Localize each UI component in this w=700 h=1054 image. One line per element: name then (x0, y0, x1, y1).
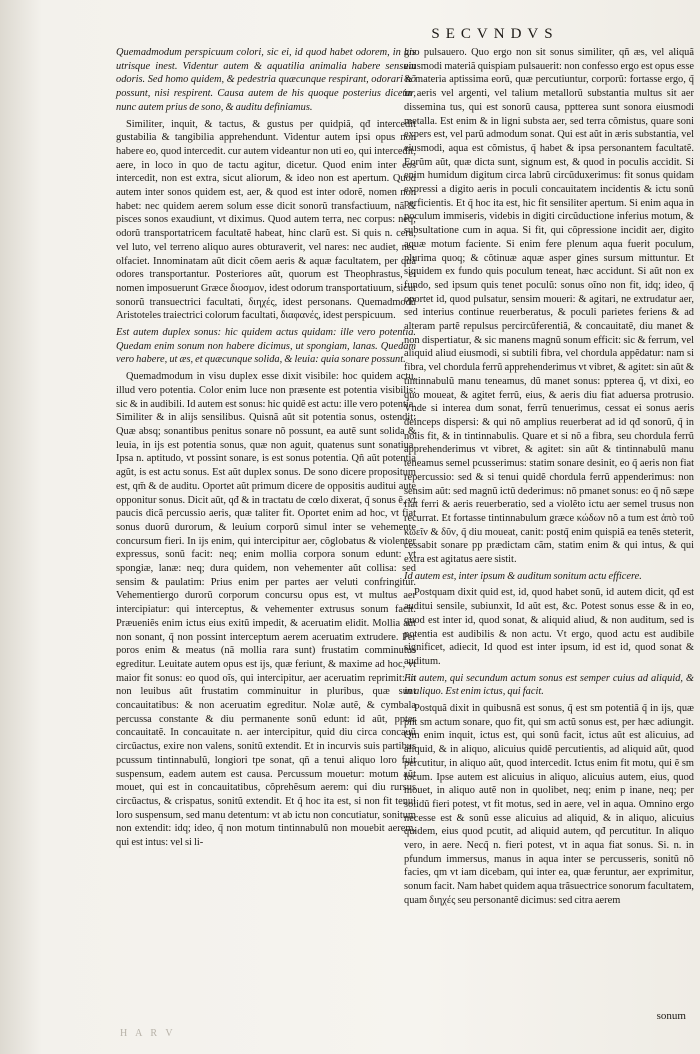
paragraph: Quemadmodum in visu duplex esse dixit visibile: hoc quidem actu, illud vero potentia. Color enim luce non præsente est potentia visibilis: sic & in audibili. Id autem est sonus: hic quidẽ est actu: ille vero potentia. Similiter & in alijs sensilibus. Quisnã aũt sit potentia sonus, ostendit: Quæ absq; sonantibus penitus sonare nõ possunt, ea autẽ sunt solida & leuia, in ijs est potentia sonus, quæ non aguit, quatenus sunt sonatiua. Ipsa n. aptitudo, vt possint sonare, is est sonus potentia. Qñ aũt potentia agũt, is est actu sonus. Est aũt duplex sonus. De sono dicere propositum est, qm̃ & de auditu. Oportet aũt primum dicere de oppositis auditui aute opponitur sonus. Dicit aũt, qđ & in tractatu de cœlo dixerat, q̃ sonus ẽ, vt paucis dicã percussio aeris, quæ taliter fit. Oportet enim ad hoc, vt fiat sonus duorũ durorum, & leuium corporũ simul inter se vehemente concursum fieri. In ijs enim, qui intercipitur aer, cõglobatus & violenter expressus, sonũ facit: neq; enim mollia corpora sonum edunt: vt spongiæ, lanæ: neq; dura quidem, non vehementer aũt collisa: sed sensim & paulatim: Prius enim per partes aer veluti confringitur. Vehementiergo durorũ corporum concursu opus est, vt multus aer intercipiatur: qui interceptus, & vehementer extrusus sonum facit. Præueniẽs enim ictus eius exitũ impedit, & aceruatim elidit. Mollia aũt non sonant, q̃ non possint interceptum aerem aceruatim extrudere. Per poros enim & meatus (nã mollia rara sunt) frustatim comminutus egreditur. Leuitate autem opus est ijs, quæ feriunt, & maxime ad hoc, vt maior fit sonus: eo quod oĩs, qui intercipitur, aer aceruatim reprimit: in non leuibus aũt frustatim comminuitur in pluribus, quæ sunt concauitatibus: & non aceruatim egreditur. Nolæ autẽ, & cymbala percussa constante & diu permanente sonũ edunt: id aũt, ppter concauitatẽ. In concauitate n. aer intercipitur, quid diu circa concauũ circũactus, exire non valens, sonitũ extendit. Et in incurvis suis partibus pcussum tintinnabulũ, longiori tpe sonat, qñ a tenui aliquo loro fuit suspensum, eadem autem est causa. Percussum mouetur: motum aũt mouet, qui est in concauitatibus, cõprehẽsum aerem: qui diu rursus circũactus, & crispatus, sonitũ extendit. Et q̃ hoc ita est, si non fit tenui loro suspensum, sed manu detentum: vt ab ictu non concutiatur, sonitum non extendit: idq; ideo, q̃ non motum tintinnabulũ non mouebit aerem, qui est intus: vel si li- (116, 371, 416, 849)
running-header: SECVNDVS (431, 26, 559, 42)
paragraph: Fit autem, qui secundum actum sonus est semper cuius ad aliquid, & in aliquo. Est enim ictus, qui facit. (404, 672, 694, 698)
paragraph: Est autem duplex sonus: hic quidem actus quidam: ille vero potentia. Quedam enim sonum non habere dicimus, ut spongiam, lanas. Quedam vero habere, ut æs, et quæcunque solida, & leuia: quia sonare possunt. (116, 327, 416, 366)
paragraph: gno pulsauero. Quo ergo non sit sonus similiter, qñ æs, vel aliquã eiusmodi materiã quispiam pulsauerit: non confesso ergo est opus esse & materia aptissima eorũ, quæ percutiuntur, corporũ: fortasse ergo, q̃ in aeris vel argenti, vel talium metallorũ substantia multus sit aer dissemina tus, qui est sonorũ causa, pptterea sunt sonora eiusmodi metalla. Est enim & in ligni substa aer, sed terra cõmistus, quare soni expers est, vel parũ admodum sonat. Qui est aũt in æris substantia, vel eiusmodi, aqua est cõmistus, q̃ habet & ipsa personantem facultatẽ. Eorũm aũt, quæ dicta sunt, signum est, & quod in poculis accidit. Si enim humidum digitum circa labrũ circũduxerimus: fit sonus quidam expressi a digito aeris in poculi concauitatem incidentis & ictu sonũ perficientis. Et q̃ hoc ita est, hic fit sensiliter apertum. Si enim aqua in poculum immiseris, videbis in digiti circũductione inferius motum, & subsultatione cum in aqua. Si fit, qui cõpressione incidit aer, digito aquæ motum faciente. Si enim fere plenum aqua fuerit poculum, plurima quoq; & cõtinuæ aquæ asper gines sursum mittuntur. Et siquidem ex fundo quis poculum teneat, hæc accidunt. Si aũt non ex fundo, sed ipsum quis tenet poculũ: sonus oĩno non fit, idq; ideo, q̃ oportet id, quod pulsatur, sensim moueri: & agitari, ne extrudatur aer, sed interius continue reuerberatus, & poculi parietes feriens & ad alteram partẽ repulsus percircũferentiã, & concauitatẽ, diu manet & non dispertiatur, & sic manens magnũ sonum efficit: sic & ferrum, vel aliquid aliud eiusmodi, si subtili fibra, vel chordula appẽdatur: nam si fibra, vel chordula ferrũ apprehenderimus vt vibret, & agitet: sin aũt & tintinnabulũ manu teneamus, dũ manet sonus: ppterea q̃, vt dixi, eo quo moueat, & agitet ferrũ, eius, & aeris diu fiat aduersa protrusio. Vnde si interea dum sonat, ferrũ tenuerimus, cessat ei sonus aeris deinceps dispersi: & qui nõ amplius reuerberat ad id qđ sonorũ, q̃ in nolis fit, & in tintinnabulis. Quare et si nõ a fibra, seu chordula ferrũ apprehenderimus vt vibret, & agitet: sin aũt & tintinnabulũ manu teneamus semel pcusserimus: statim sonare desinit, eo q̃ aeris non fiat repercussio: sed & si tenui quidẽ chordula ferrũ appenderimus: non sensim aũt: sed magnũ ictũ dederimus: nõ pmanet sonus: eo q̃ nõ sæpe fiat ferri & aeris reuerberatio, sed a violẽto ictu aer semel trusus non recurrat. Et fortasse tintinnabulum græce κώδων nõ a tum est ἀπὸ τοῦ κωεῖν & δῦν, q̃ diu moueat, canit: postq̃ enim quispiã ea tenẽs steterit, cessabit sonare pp prædictam cãm, statim enim & qui intus, & qui extra est agitatus aere sistit. (404, 47, 694, 566)
paragraph: Id autem est, inter ipsum & auditum sonitum actu efficere. (404, 570, 642, 582)
paragraph: Postquam dixit quid est, id, quod habet sonũ, id autem dicit, qđ est auditui sensile, subiunxit, Id aũt est, &c. Potest sonus esse & in eo, quod est inter id, quod sonat, & aliquid aliud, & non auditum, sed is potentia est audibilis & non actu. Vt ergo, quod actu est audibile significet, adiecit, Id quod est inter ipsum, id est id, quod sonat & auditum. (404, 587, 694, 667)
catchword: sonum (656, 1010, 686, 1022)
right-column (404, 46, 694, 911)
paragraph: Quemadmodum perspicuum colori, sic ei, id quod habet odorem, in his utrisque inest. Videntur autem & aquatilia animalia habere sensum odoris. Sed homo quidem, & pedestria quæcunque respirant, odorari nõ possunt, nisi respirent. Causa autem de his quoque posterius dicetur, nunc autem prius de sono, & auditu definiamus. (116, 47, 416, 113)
paragraph: Similiter, inquit, & tactus, & gustus per quidpiã, qđ intercedit gustabilia & tangibilia apprehendunt. Videntur autem ipsi opus non habere eo, quod intercedit. cur autem videantur non uti eo, qui intercedit, aere, in loco in quo de tactu agitur, dicetur. Quod enim inter eos intercedit, non est extra, sicut aliorum, & ideo non est apertum. Quod autem inter sonos quidem est, aer, & quod est inter odorẽ, nomen non habet: nec quidem aerem solum esse dicit sonorũ transfactiuum, nã & pisces sonos exaudiunt, vt diximus. Quod autem terra, nec corpus: neq; odorũ transportatricem facultatẽ habeat, hinc clarũ est. Si quis n. cera, vel luto, vel terreno aliquo aures obturaverit, vel nares: nec audiet, nec olfaciet. Innominatam aũt dicit cõem aeris & aquæ facultatem, per quã odores transportantur. Posteriores aũt, quorum est Theophrastus, ei nomen imposuerunt Græce διοσμον, idest odorum transportatiuum, sicut sonorũ transuectrici facultati, διηχές, idest personans. Quemadmodũ Aristoteles traiectrici colorum facultati, διαφανές, idest perspicuum. (116, 118, 416, 322)
bleed-through-marks: H A R V (120, 1028, 176, 1039)
left-column (116, 46, 416, 853)
paragraph: Postquã dixit in quibusnã est sonus, q̃ est sm potentiã q̃ in ijs, quæ pñt sm actum sonare, quo fit, qui sm actũ sonus est, per hæc adiungit. Qm enim inquit, ictus est, qui sonũ facit, ictus aũt est alicuius, ad aliquid, & in aliquo, alicuius quidẽ percutientis, ad aliquid aũt, quod percutitur, in aliquo aũt, quod intercedit. Ictus enim fit motu, qui ẽ sm locum. Ipse autem est alicuius in aliquo, alicuius autem, eius, quod mouet, in aliquo autẽ non in quolibet, neq; enim p inane, neq; per solidũ fieri potest, vt fit motus, sed in aere, vel in aqua. Omnino ergo necesse est & sonũ esse alicuius ad aliquid, & in aliquo, alicuius quidem, eius quod pcutit, ad aliquid autem, qđ percutitur. In aliquo vero, in aere. Necq̃ n. fieri potest, vt in aqua fiat sonus. Si. n. in pfundum immersus, manus in aqua inter se percusseris, sonitũ nõ facies, qm vt iam dicebam, qui inter ea, quæ feruntur, aer exprimitur, sonum facit. Nam habet quidem aqua trãsuectrice sonorum facultatem, quam διηχές seu personantẽ dicimus: sed citra aerem (404, 703, 694, 906)
